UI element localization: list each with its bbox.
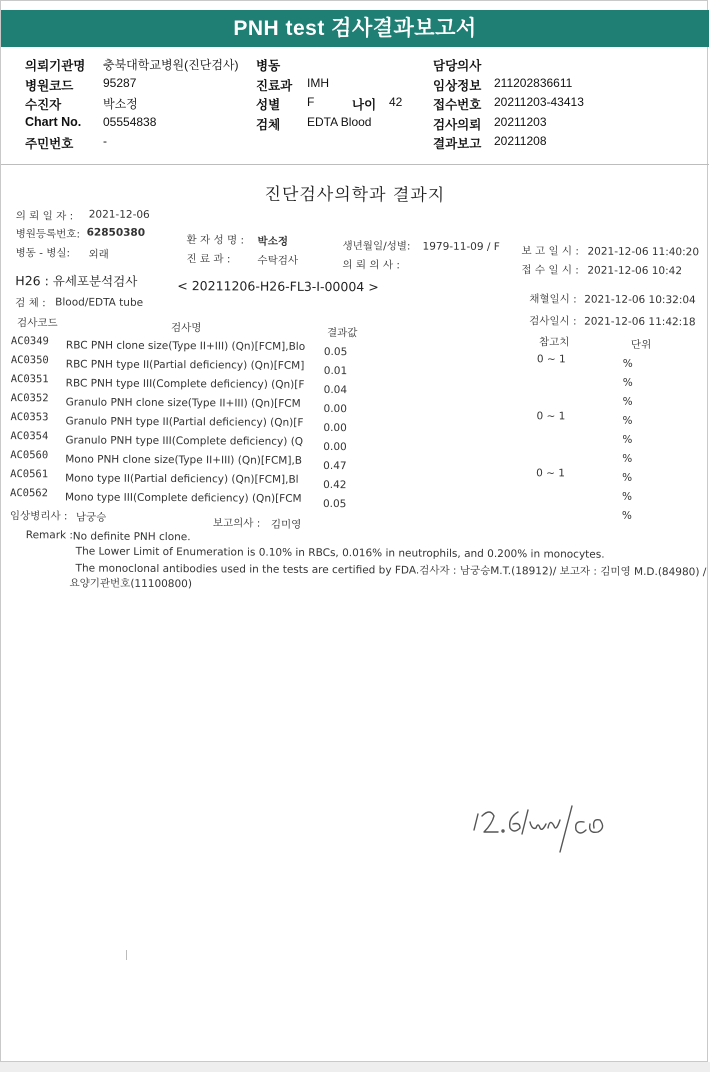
header-value: 05554838 bbox=[103, 115, 157, 129]
section-divider bbox=[1, 164, 709, 165]
pathologist-name: 남궁승 bbox=[75, 511, 107, 524]
test-name: Granulo PNH type II(Partial deficiency) (Qn)[F bbox=[65, 415, 304, 429]
test-unit: % bbox=[622, 452, 633, 465]
test-name: Mono type III(Complete deficiency) (Qn)[FCM bbox=[64, 491, 302, 505]
test-name: Granulo PNH clone size(Type II+III) (Qn)[FCM bbox=[65, 396, 301, 410]
header-value: 20211208 bbox=[494, 134, 547, 148]
test-unit: % bbox=[622, 414, 633, 427]
header-value: 박소정 bbox=[103, 97, 138, 111]
reg-no-label: 병원등록번호: bbox=[15, 228, 81, 241]
header-value: 42 bbox=[389, 95, 403, 109]
test-unit: % bbox=[622, 395, 633, 408]
test-name: Mono PNH clone size(Type II+III) (Qn)[FCM],B bbox=[65, 453, 303, 467]
scan-title: 진단검사의학과 결과지 bbox=[264, 184, 446, 206]
header-key: 수진자 bbox=[25, 98, 62, 112]
scanned-content bbox=[0, 170, 710, 624]
test-unit: % bbox=[621, 509, 632, 522]
test-unit: % bbox=[621, 490, 633, 503]
col-unit-header: 단위 bbox=[630, 338, 652, 351]
collected-date: 2021-12-06 10:32:04 bbox=[584, 293, 696, 307]
test-unit: % bbox=[622, 357, 633, 370]
col-result-header: 결과값 bbox=[326, 327, 358, 340]
specimen-label: 검 체 : bbox=[15, 297, 46, 310]
header-value: - bbox=[103, 134, 107, 148]
test-result: 0.00 bbox=[323, 440, 347, 454]
dob-label: 생년월일/성별: bbox=[342, 240, 411, 253]
test-result: 0.00 bbox=[323, 402, 347, 416]
scanned-result-sheet bbox=[0, 170, 710, 1062]
header-key: Chart No. bbox=[25, 115, 82, 129]
received-date: 2021-12-06 10:42 bbox=[587, 264, 683, 278]
scan-artifact bbox=[126, 950, 127, 960]
test-reference: 0 ~ 1 bbox=[536, 410, 566, 423]
test-code: AC0351 bbox=[10, 373, 49, 386]
remark-line: The Lower Limit of Enumeration is 0.10% in RBCs, 0.016% in neutrophils, and 0.200% in monocytes. bbox=[75, 545, 605, 561]
tested-label: 검사일시 : bbox=[529, 315, 577, 328]
reporting-doctor-name: 김미영 bbox=[270, 518, 302, 531]
ward: 외래 bbox=[88, 248, 109, 261]
header-key: 병원코드 bbox=[25, 79, 74, 93]
test-result: 0.42 bbox=[323, 478, 347, 492]
request-date: 2021-12-06 bbox=[88, 208, 150, 221]
test-name: Mono type II(Partial deficiency) (Qn)[FCM],Bl bbox=[65, 472, 299, 486]
header-key: 진료과 bbox=[256, 79, 293, 93]
test-result: 0.05 bbox=[322, 497, 347, 511]
test-code: AC0349 bbox=[10, 335, 49, 348]
doctor-label: 의 뢰 의 사 : bbox=[342, 259, 400, 272]
remark-label: Remark : bbox=[25, 529, 74, 542]
dept: 수탁검사 bbox=[257, 254, 299, 267]
reg-no: 62850380 bbox=[86, 226, 146, 239]
handwritten-signature bbox=[470, 800, 660, 860]
header-value: IMH bbox=[307, 76, 329, 90]
test-code: AC0562 bbox=[9, 487, 49, 500]
header-value: 20211203-43413 bbox=[494, 95, 584, 109]
test-result: 0.05 bbox=[323, 345, 348, 359]
header-key: 주민번호 bbox=[25, 137, 74, 151]
header-key: 병동 bbox=[256, 59, 281, 73]
header-value: 충북대학교병원(진단검사) bbox=[103, 58, 239, 72]
header-key: 나이 bbox=[352, 98, 377, 112]
test-code: AC0350 bbox=[10, 354, 49, 367]
report-date-label: 보 고 일 시 : bbox=[521, 245, 580, 258]
test-name: RBC PNH clone size(Type II+III) (Qn)[FCM],Blo bbox=[65, 339, 306, 353]
test-code: AC0561 bbox=[10, 468, 49, 481]
header-key: 접수번호 bbox=[433, 98, 482, 112]
test-unit: % bbox=[622, 433, 633, 446]
header-key: 검체 bbox=[256, 118, 281, 132]
test-result: 0.04 bbox=[323, 383, 348, 397]
test-result: 0.00 bbox=[323, 421, 347, 435]
header-key: 검사의뢰 bbox=[433, 118, 482, 132]
test-result: 0.47 bbox=[323, 459, 347, 473]
header-value: EDTA Blood bbox=[307, 115, 372, 129]
remark-line: No definite PNH clone. bbox=[72, 530, 191, 544]
test-name: RBC PNH type II(Partial deficiency) (Qn)[FCM] bbox=[65, 358, 305, 372]
report-banner-title: PNH test 검사결과보고서 bbox=[1, 10, 709, 47]
test-unit: % bbox=[622, 376, 633, 389]
patient-name: 박소정 bbox=[257, 235, 289, 248]
header-value: 211202836611 bbox=[494, 76, 573, 90]
patient-name-label: 환 자 성 명 : bbox=[186, 234, 245, 247]
dob: 1979-11-09 / F bbox=[422, 240, 500, 254]
tested-date: 2021-12-06 11:42:18 bbox=[584, 315, 696, 329]
remark-line: 요양기관번호(11100800) bbox=[69, 577, 193, 591]
reporting-doctor-label: 보고의사 : bbox=[212, 517, 261, 530]
test-reference: 0 ~ 1 bbox=[536, 353, 566, 366]
test-code: AC0560 bbox=[10, 449, 49, 462]
header-key: 성별 bbox=[256, 98, 281, 112]
bottom-strip bbox=[0, 1062, 710, 1072]
col-ref-header: 참고치 bbox=[538, 336, 570, 349]
specimen: Blood/EDTA tube bbox=[55, 296, 144, 309]
request-date-label: 의 뢰 일 자 : bbox=[15, 210, 74, 223]
test-name: RBC PNH type III(Complete deficiency) (Qn)[F bbox=[65, 377, 305, 391]
header-value: F bbox=[307, 95, 315, 109]
test-code: AC0354 bbox=[10, 430, 49, 443]
header-key: 임상정보 bbox=[433, 79, 482, 93]
test-reference: 0 ~ 1 bbox=[536, 467, 566, 480]
dept-label: 진 료 과 : bbox=[186, 253, 231, 266]
pathologist-label: 임상병리사 : bbox=[9, 510, 68, 523]
header-key: 담당의사 bbox=[433, 59, 482, 73]
test-name: Granulo PNH type III(Complete deficiency) (Q bbox=[65, 434, 304, 448]
col-name-header: 검사명 bbox=[171, 322, 202, 335]
header-key: 결과보고 bbox=[433, 137, 482, 151]
test-unit: % bbox=[622, 471, 633, 484]
collected-label: 채혈일시 : bbox=[529, 293, 577, 306]
header-value: 20211203 bbox=[494, 115, 547, 129]
ward-label: 병동 - 병실: bbox=[15, 247, 71, 260]
test-code: AC0352 bbox=[10, 392, 49, 405]
header-value: 95287 bbox=[103, 76, 137, 90]
received-label: 접 수 일 시 : bbox=[521, 264, 579, 277]
remark-line: The monoclonal antibodies used in the tests are certified by FDA.검사자 : 남궁승M.T.(18912)/ 보고자 : 김미영 M.D.(84980) / bbox=[75, 562, 707, 579]
test-result: 0.01 bbox=[323, 364, 348, 378]
report-date: 2021-12-06 11:40:20 bbox=[587, 245, 700, 259]
test-group: H26 : 유세포분석검사 bbox=[15, 273, 138, 289]
header-key: 의뢰기관명 bbox=[25, 59, 86, 73]
barcode-number: < 20211206-H26-FL3-I-00004 > bbox=[177, 278, 379, 295]
col-code-header: 검사코드 bbox=[17, 317, 58, 330]
test-code: AC0353 bbox=[10, 411, 49, 424]
